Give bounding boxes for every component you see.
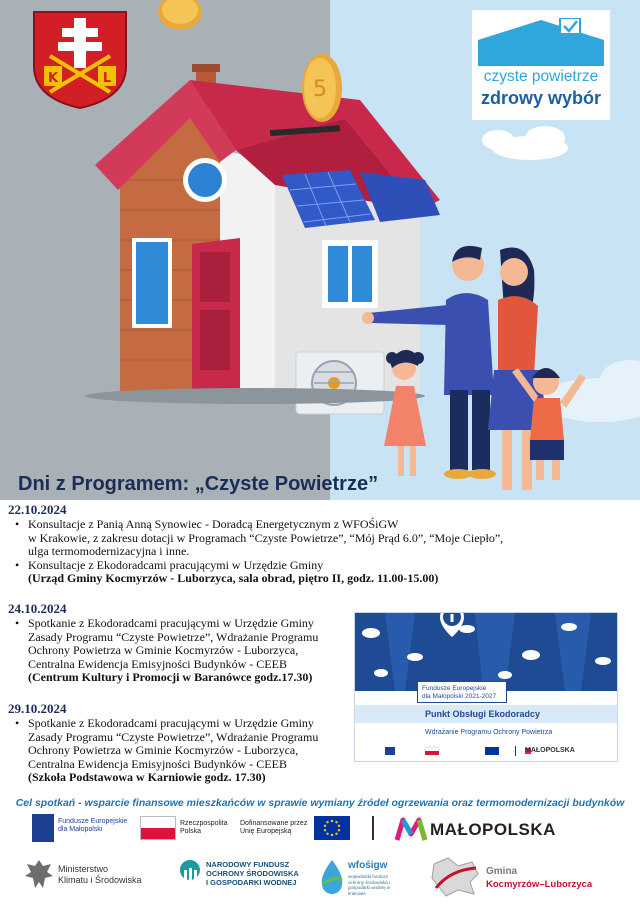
- item-text: - Doradcą Energetycznym z WFOŚiGW: [201, 517, 399, 531]
- ministerstwo-logo: [24, 852, 154, 900]
- crest-letter-l: L: [102, 71, 112, 86]
- ekodoradca-banner: [355, 613, 618, 691]
- event-date-2: 24.10.2024: [8, 601, 67, 616]
- item-person: Panią Anną Synowiec: [96, 517, 202, 531]
- punkt-obslugi-label: Punkt Obsługi Ekodoradcy: [355, 705, 618, 723]
- item-text: Centralna Ewidencja Emisyjności Budynków - CEEB: [28, 656, 287, 671]
- coin-label: 5: [313, 77, 327, 102]
- polish-flag-icon: [140, 816, 176, 840]
- item-text: Ochrony Powietrza w Gminie Kocmyrzów - Luborzyca,: [28, 743, 299, 757]
- divider: [372, 816, 374, 840]
- cp-logo-line1: czyste powietrze: [483, 68, 599, 85]
- nfos-line1: NARODOWY FUNDUSZ: [206, 860, 290, 869]
- item-text: Zasady Programu “Czyste Powietrze”, Wdrażanie Programu: [28, 629, 319, 644]
- mk-line2: Klimatu i Środowiska: [58, 874, 142, 885]
- fe-flag-icon: [32, 814, 54, 842]
- event-block-2: [12, 617, 318, 685]
- coin-icon: [158, 0, 202, 30]
- nfos-line3: I GOSPODARKI WODNEJ: [206, 878, 297, 887]
- nfosigw-icon: [176, 858, 204, 894]
- ue-line2: Unię Europejską: [240, 828, 292, 835]
- malopolska-logo: [394, 814, 574, 844]
- cloud-icon: [482, 126, 568, 160]
- event-block-1: [12, 518, 503, 586]
- fe-badge-line1: Fundusze Europejskie: [422, 685, 487, 692]
- fe-line1: Fundusze Europejskie: [58, 818, 128, 825]
- malopolska-m-icon: [394, 814, 428, 844]
- gmina-kocmyrzow-logo: [428, 852, 618, 900]
- item-text: Spotkanie z Ekodoradcami pracującymi w Urzędzie Gminy: [28, 616, 314, 630]
- eagle-icon: [24, 856, 54, 896]
- coin-icon: [302, 54, 342, 122]
- fe-logo: [32, 812, 132, 844]
- item-text: ulga termomodernizacyjna i inne.: [28, 544, 190, 558]
- item-text: Spotkanie z Ekodoradcami pracującymi w Urzędzie Gminy: [28, 716, 314, 730]
- house-check-icon: [478, 18, 604, 68]
- list-item: [12, 617, 318, 685]
- fe-badge: [417, 681, 507, 703]
- meeting-goal: Cel spotkań - wsparcie finansowe mieszkańców w sprawie wymiany źródeł ogrzewania oraz termomodernizacji budynków: [15, 797, 625, 809]
- list-item: [12, 559, 503, 586]
- heat-pump-icon: [296, 352, 384, 414]
- list-item: [12, 518, 503, 559]
- fe-badge-line2: dla Małopolski 2021-2027: [422, 692, 497, 700]
- list-item: [12, 717, 318, 785]
- info-pin-icon: [440, 613, 464, 637]
- ekodoradca-panel: [354, 612, 618, 762]
- wfosigw-logo: [318, 852, 408, 900]
- item-place: (Urząd Gminy Kocmyrzów - Luborzyca, sala obrad, piętro II, godz. 11.00-15.00): [28, 571, 439, 585]
- ue-line1: Dofinansowane przez: [240, 820, 308, 827]
- czyste-powietrze-logo: [472, 10, 610, 120]
- gmina-line1: Gmina: [486, 866, 518, 877]
- page-title: Dni z Programem: „Czyste Powietrze”: [18, 473, 379, 495]
- nfosigw-logo: [176, 852, 316, 900]
- gmina-line2: Kocmyrzów–Luborzyca: [486, 879, 593, 890]
- water-drop-icon: [318, 858, 346, 894]
- item-text: Centralna Ewidencja Emisyjności Budynków - CEEB: [28, 756, 287, 771]
- wfosigw-sub: wojewódzki fundusz ochrony środowiska i gospodarki wodnej w krakowie: [348, 874, 391, 896]
- malopolska-label: MAŁOPOLSKA: [430, 820, 556, 839]
- item-text: Konsultacje z Ekodoradcami pracującymi w Urzędzie Gminy: [28, 557, 324, 572]
- item-text: Ochrony Powietrza w Gminie Kocmyrzów - Luborzyca,: [28, 643, 299, 657]
- crest-letter-k: K: [47, 71, 59, 86]
- rp-line1: Rzeczpospolita: [180, 820, 228, 827]
- gmina-crest-logo: [30, 10, 130, 110]
- wfosigw-label: wfośigw: [348, 860, 388, 871]
- cp-logo-line2: zdrowy wybór: [480, 88, 601, 108]
- item-place: (Szkoła Podstawowa w Karniowie godz. 17.30): [28, 770, 266, 784]
- nfos-line2: OCHRONY ŚRODOWISKA: [206, 869, 299, 878]
- item-text: w Krakowie, z zakresu dotacji w Programach “Czyste Powietrze”, “Mój Prąd 6.0”, “Moje Ciepło”,: [28, 530, 504, 545]
- fe-line2: dla Małopolski: [58, 826, 103, 833]
- item-place: (Centrum Kultury i Promocji w Baranówce godz.17.30): [28, 670, 313, 684]
- ue-logo: [240, 812, 350, 844]
- event-date-1: 22.10.2024: [8, 502, 67, 517]
- event-block-3: [12, 717, 318, 785]
- mini-malopolska-label: MAŁOPOLSKA: [525, 747, 575, 754]
- mini-funding-strip: [385, 745, 615, 757]
- item-text: Konsultacje z: [28, 517, 97, 531]
- rp-line2: Polska: [180, 828, 202, 835]
- gmina-map-icon: [428, 854, 482, 898]
- mk-line1: Ministerstwo: [58, 864, 109, 874]
- rp-logo: [140, 812, 232, 844]
- eu-flag-icon: [314, 816, 350, 840]
- event-date-3: 29.10.2024: [8, 701, 67, 716]
- item-text: Zasady Programu “Czyste Powietrze”, Wdrażanie Programu: [28, 729, 319, 744]
- wdrazanie-label: Wdrażanie Programu Ochrony Powietrza: [425, 729, 553, 736]
